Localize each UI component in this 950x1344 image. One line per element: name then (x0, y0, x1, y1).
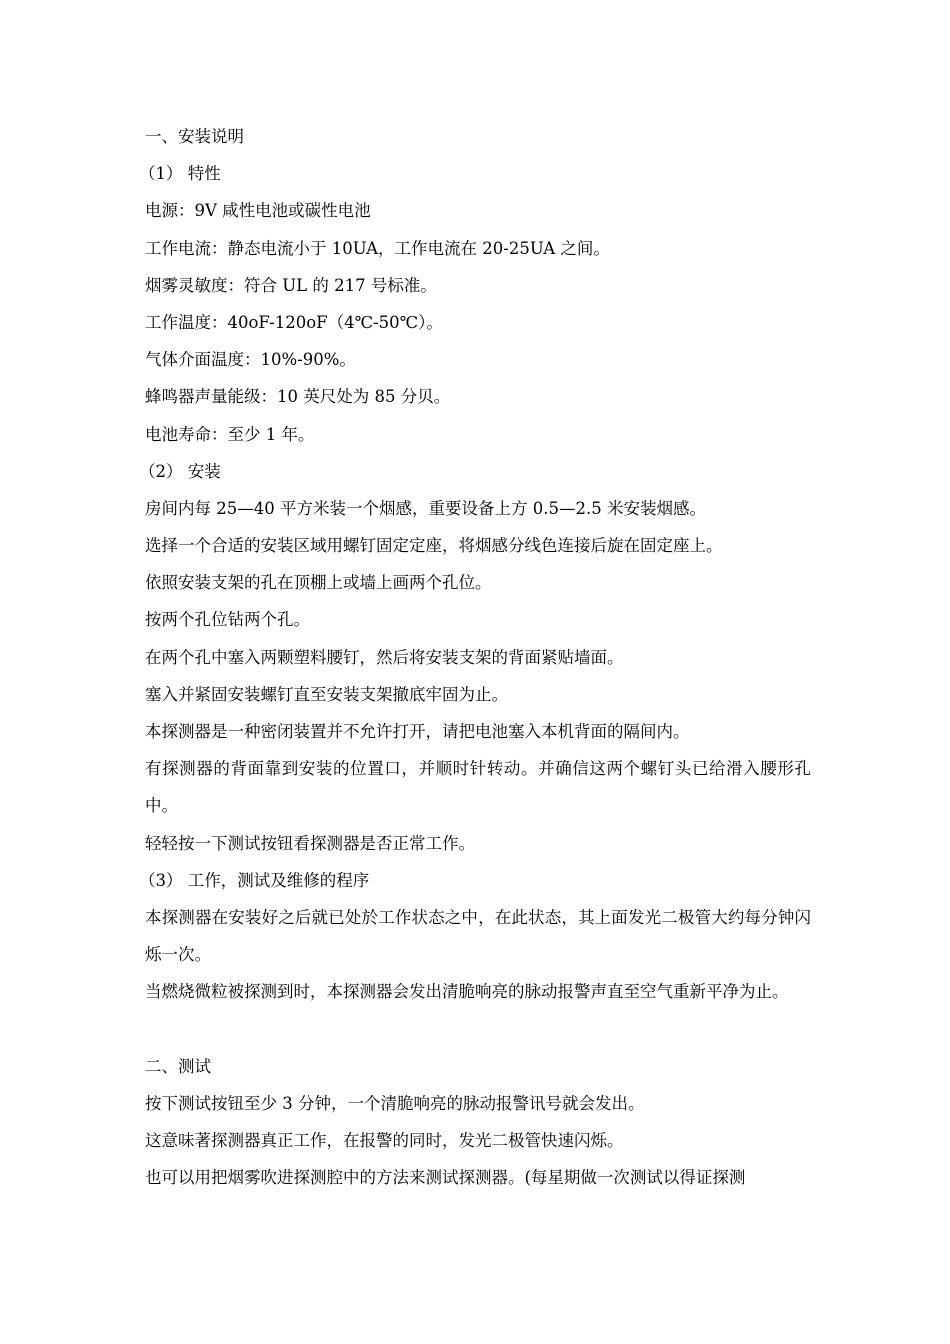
paragraph-test-meaning: 这意味著探测器真正工作，在报警的同时，发光二极管快速闪烁。 (145, 1131, 624, 1151)
paragraph-operation-alarm: 当燃烧微粒被探测到时，本探测器会发出清脆响亮的脉动报警声直至空气重新平净为止。 (145, 982, 789, 1002)
paragraph-humidity: 气体介面温度：10%-90%。 (145, 350, 356, 370)
paragraph-install-area: 选择一个合适的安装区域用螺钉固定定座，将烟感分线色连接后旋在固定座上。 (145, 536, 723, 556)
paragraph-temperature: 工作温度：40oF-120oF（4℃-50℃）。 (145, 312, 443, 332)
paragraph-test-smoke: 也可以用把烟雾吹进探测腔中的方法来测试探测器。(每星期做一次测试以得证探测 (145, 1168, 746, 1188)
paragraph-power: 电源：9V 咸性电池或碳性电池 (145, 201, 371, 221)
paragraph-current: 工作电流：静态电流小于 10UA，工作电流在 20-25UA 之间。 (145, 238, 610, 258)
paragraph-test-button: 按下测试按钮至少 3 分钟，一个清脆响亮的脉动报警讯号就会发出。 (145, 1093, 645, 1113)
section-heading-installation: 一、安装说明 (145, 127, 244, 146)
paragraph-battery-life: 电池寿命：至少 1 年。 (145, 424, 315, 444)
section-gap (145, 1011, 811, 1048)
paragraph-sensitivity: 烟雾灵敏度：符合 UL 的 217 号标准。 (145, 275, 437, 295)
subsection-heading-install: （2） 安装 (139, 461, 221, 481)
paragraph-install-anchors: 在两个孔中塞入两颗塑料腰钉，然后将安装支架的背面紧贴墙面。 (145, 647, 624, 667)
paragraph-install-mark-holes: 依照安装支架的孔在顶棚上或墙上画两个孔位。 (145, 573, 492, 593)
paragraph-install-rotate: 有探测器的背面靠到安装的位置口，并顺时针转动。并确信这两个螺钉头已给滑入腰形孔中。 (145, 759, 811, 816)
document-body (139, 118, 811, 1197)
section-heading-testing: 二、测试 (145, 1056, 211, 1076)
paragraph-install-screws: 塞入并紧固安装螺钉直至安装支架撤底牢固为止。 (145, 684, 508, 704)
paragraph-install-density: 房间内每 25—40 平方米装一个烟感，重要设备上方 0.5—2.5 米安装烟感。 (145, 498, 706, 518)
paragraph-install-test: 轻轻按一下测试按钮看探测器是否正常工作。 (145, 833, 475, 853)
subsection-heading-operation: （3） 工作，测试及维修的程序 (139, 870, 370, 890)
paragraph-operation-standby: 本探测器在安装好之后就已处於工作状态之中，在此状态，其上面发光二极管大约每分钟闪烁一次。 (145, 907, 811, 965)
subsection-heading-features: （1） 特性 (139, 164, 221, 184)
paragraph-install-drill: 按两个孔位钻两个孔。 (145, 610, 310, 630)
paragraph-install-battery: 本探测器是一种密闭装置并不允许打开，请把电池塞入本机背面的隔间内。 (145, 722, 690, 741)
paragraph-buzzer: 蜂鸣器声量能级：10 英尺处为 85 分贝。 (145, 387, 451, 407)
